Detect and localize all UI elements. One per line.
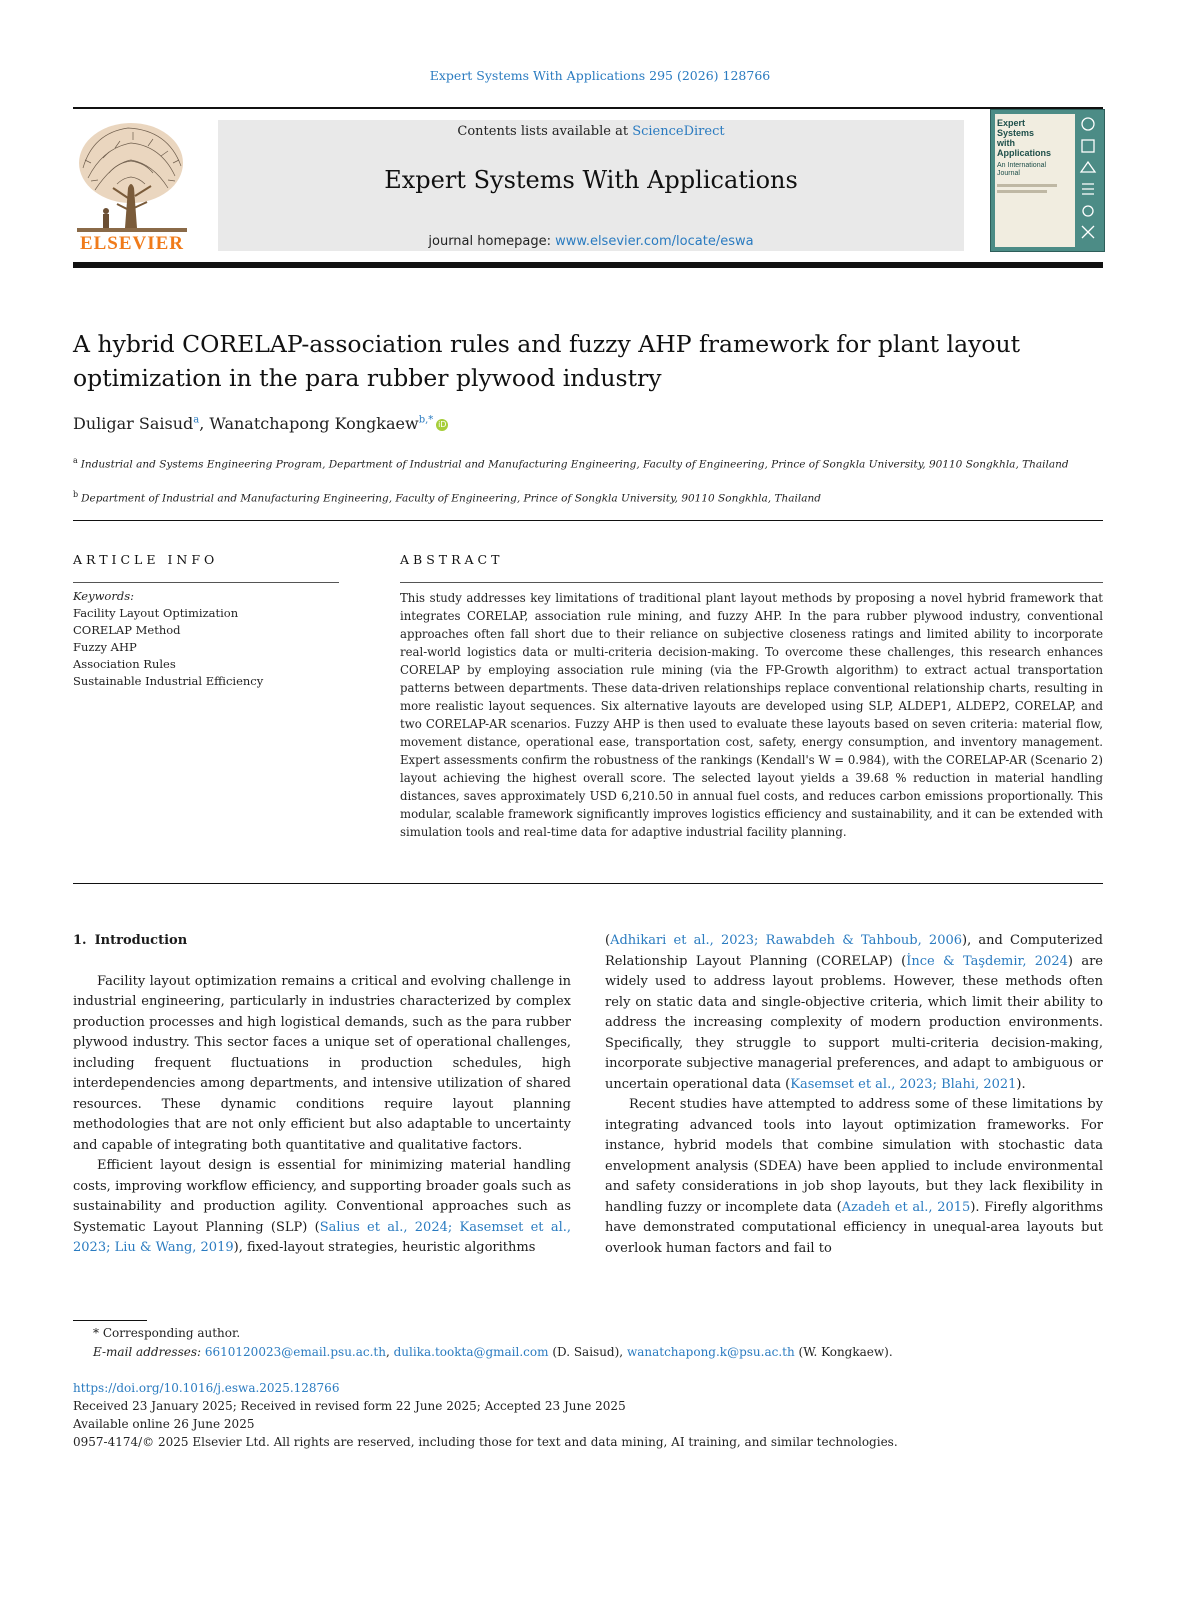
journal-title: Expert Systems With Applications [384, 166, 798, 194]
email-owner: (D. Saisud), [552, 1345, 624, 1359]
keyword-item: Association Rules [73, 657, 176, 671]
sciencedirect-link[interactable]: ScienceDirect [632, 124, 725, 139]
paragraph [605, 931, 1103, 1095]
section-title: Introduction [94, 933, 188, 948]
paragraph [605, 1095, 1103, 1259]
doi-link[interactable]: https://doi.org/10.1016/j.eswa.2025.128766 [73, 1381, 340, 1395]
paragraph-text: ), and Computerized Relationship Layout Planning (CORELAP) ( [605, 933, 1103, 969]
email-note: E-mail addresses: 6610120023@email.psu.ac.th, dulika.tookta@gmail.com (D. Saisud), wanatchapong.k@psu.ac.th (W. Kongkaew). [93, 1345, 893, 1359]
citation-link[interactable]: Salius et al., 2024; Kasemset et al., 2023; Liu & Wang, 2019 [73, 1219, 572, 1255]
paragraph-text: ) are widely used to address layout problems. However, these methods often rely on static data and single-objective criteria, which limit their ability to address the increasing complexity of modern production environments. Specifically, they struggle to support multi-criteria decision-making, incorporate subjective managerial preferences, and adapt to ambiguous or uncertain operational data ( [605, 953, 1103, 1092]
email-label: E-mail addresses: [93, 1345, 202, 1359]
affiliation-text: Department of Industrial and Manufacturing Engineering, Faculty of Engineering, Prince of Songkla University, 90110 Songkhla, Thailand [81, 492, 821, 505]
article-title: A hybrid CORELAP-association rules and fuzzy AHP framework for plant layout optimization in the para rubber plywood industry [73, 330, 1021, 392]
cover-line [997, 190, 1047, 193]
citation-link[interactable]: Adhikari et al., 2023; Rawabdeh & Tahboub, 2006 [610, 933, 963, 948]
email-link[interactable]: 6610120023@email.psu.ac.th [204, 1345, 386, 1359]
elsevier-tree-icon [73, 118, 191, 254]
author-list [73, 414, 448, 433]
journal-homepage-link[interactable]: www.elsevier.com/locate/eswa [555, 234, 754, 249]
paragraph-text: ), fixed-layout strategies, heuristic algorithms [233, 1240, 536, 1255]
keyword-item: CORELAP Method [73, 623, 181, 637]
footnote-marker: * [93, 1326, 99, 1340]
paragraph-text: Efficient layout design is essential for minimizing material handling costs, improving workflow efficiency, and supporting broader goals such as sustainability and production agility. Conventional approaches such as Systematic Layout Planning (SLP) ( [73, 1158, 571, 1235]
affiliation-text: Industrial and Systems Engineering Program, Department of Industrial and Manufacturing Engineering, Faculty of Engineering, Prince of Songkla University, 90110 Songkhla, Thailand [80, 458, 1069, 471]
article-info-heading: ARTICLE INFO [73, 552, 219, 567]
affiliation-label: b [73, 490, 79, 499]
cover-icons-icon [1077, 114, 1100, 247]
author-name[interactable]: Wanatchapong Kongkaew [209, 414, 419, 433]
copyright-line: 0957-4174/© 2025 Elsevier Ltd. All rights are reserved, including those for text and data mining, AI training, and similar technologies. [73, 1435, 898, 1449]
journal-cover-thumbnail [990, 109, 1105, 252]
paragraph-text: Recent studies have attempted to address some of these limitations by integrating advanced tools into layout optimization frameworks. For instance, hybrid models that combine simulation with stochastic data envelopment analysis (SDEA) have been applied to include environmental and safety considerations in job shop layouts, but they lack flexibility in handling fuzzy or incomplete data ( [605, 1097, 1103, 1215]
cover-line [997, 184, 1057, 187]
cover-icon-strip [1077, 114, 1100, 247]
body-column-left [73, 931, 571, 1259]
elsevier-logo [73, 118, 191, 254]
author-affiliation-marker[interactable]: a [193, 414, 200, 426]
contents-available-line [218, 124, 964, 139]
keyword-item: Sustainable Industrial Efficiency [73, 674, 264, 688]
keywords-label: Keywords: [73, 589, 134, 603]
email-link[interactable]: dulika.tookta@gmail.com [393, 1345, 549, 1359]
received-dates: Received 23 January 2025; Received in revised form 22 June 2025; Accepted 23 June 2025 [73, 1399, 626, 1413]
abstract-rule [400, 582, 1103, 583]
email-link[interactable]: wanatchapong.k@psu.ac.th [626, 1345, 795, 1359]
keywords-block [73, 588, 263, 690]
citation-link[interactable]: Kasemset et al., 2023; Blahi, 2021 [790, 1076, 1017, 1092]
cover-panel [995, 114, 1075, 247]
running-head[interactable]: Expert Systems With Applications 295 (2026) 128766 [429, 68, 771, 83]
citation-link[interactable]: İnce & Taşdemir, 2024 [906, 953, 1068, 969]
abstract-heading: ABSTRACT [400, 552, 504, 567]
journal-homepage-line [218, 234, 964, 249]
footnotes [73, 1324, 1103, 1362]
author-name[interactable]: Duligar Saisud [73, 414, 194, 433]
paragraph-text: ). Firefly algorithms have demonstrated computational efficiency in unequal-area layouts but overlook human factors and fail to [605, 1199, 1104, 1256]
paragraph-text: ). [1016, 1076, 1026, 1092]
footnote-text: Corresponding author. [102, 1326, 241, 1340]
cover-subtitle: An International Journal [997, 162, 1047, 177]
paragraph: Facility layout optimization remains a critical and evolving challenge in industrial engineering, particularly in industries characterized by complex production processes and high logistical demands, such as the para rubber plywood industry. This sector faces a unique set of operational challenges, including frequent fluctuations in production schedules, high interdependencies among departments, and intensive utilization of shared resources. These dynamic conditions require layout planning methodologies that are not only efficient but also adaptable to uncertainty and capable of integrating both quantitative and qualitative factors. [73, 973, 571, 1153]
section-heading-introduction [73, 931, 571, 952]
paragraph [73, 1156, 571, 1259]
email-owner: (W. Kongkaew). [798, 1345, 893, 1359]
article-meta [73, 1379, 1123, 1451]
affiliation-a [73, 452, 1103, 474]
homepage-prefix: journal homepage: [428, 234, 551, 249]
abstract-text: This study addresses key limitations of traditional plant layout methods by proposing a novel hybrid framework that integrates CORELAP, association rule mining, and fuzzy AHP. In the para rubber plywood industry, conventional approaches often fall short due to their reliance on subjective closeness ratings and limited ability to incorporate real-world logistics data or multi-criteria decision-making. To overcome these challenges, this research enhances CORELAP by employing association rule mining (via the FP-Growth algorithm) to extract actual transportation patterns between departments. These data-driven relationships replace conventional relationship charts, resulting in more realistic layout sequences. Six alternative layouts are developed using SLP, ALDEP1, ALDEP2, CORELAP, and two CORELAP-AR scenarios. Fuzzy AHP is then used to evaluate these layouts based on seven criteria: material flow, movement distance, operational ease, transportation cost, safety, energy consumption, and inventory management. Expert assessments confirm the robustness of the rankings (Kendall's W = 0.984), with the CORELAP-AR (Scenario 2) layout achieving the highest overall score. The selected layout yields a 39.68 % reduction in material handling distances, saves approximately USD 6,210.50 in annual fuel costs, and reduces carbon emissions proportionally. This modular, scalable framework significantly improves logistics efficiency and sustainability, and it can be extended with simulation tools and real-time data for adaptive industrial facility planning. [400, 591, 1103, 839]
keyword-item: Facility Layout Optimization [73, 606, 239, 620]
cover-title: Expert Systems with Applications [997, 118, 1052, 158]
author-separator: , [199, 414, 210, 433]
corresponding-author-note [73, 1324, 1103, 1343]
svg-text:ELSEVIER: ELSEVIER [79, 233, 185, 254]
divider-rule [73, 520, 1103, 521]
paragraph-text: ( [605, 933, 611, 948]
author-affiliation-marker[interactable]: b,* [418, 414, 434, 426]
footnote-rule [73, 1320, 147, 1321]
article-info-rule [73, 582, 339, 583]
header-rule-bottom [73, 262, 1103, 268]
available-online: Available online 26 June 2025 [73, 1417, 255, 1431]
divider-rule [73, 883, 1103, 884]
section-number: 1. [73, 933, 87, 948]
keyword-item: Fuzzy AHP [73, 640, 137, 654]
header-rule-top [73, 107, 1103, 109]
body-column-right [605, 931, 1103, 1259]
affiliation-b [73, 486, 1103, 508]
citation-link[interactable]: Azadeh et al., 2015 [841, 1199, 971, 1215]
affiliation-label: a [73, 456, 78, 465]
orcid-icon[interactable]: iD [438, 420, 447, 429]
contents-prefix: Contents lists available at [457, 124, 629, 139]
